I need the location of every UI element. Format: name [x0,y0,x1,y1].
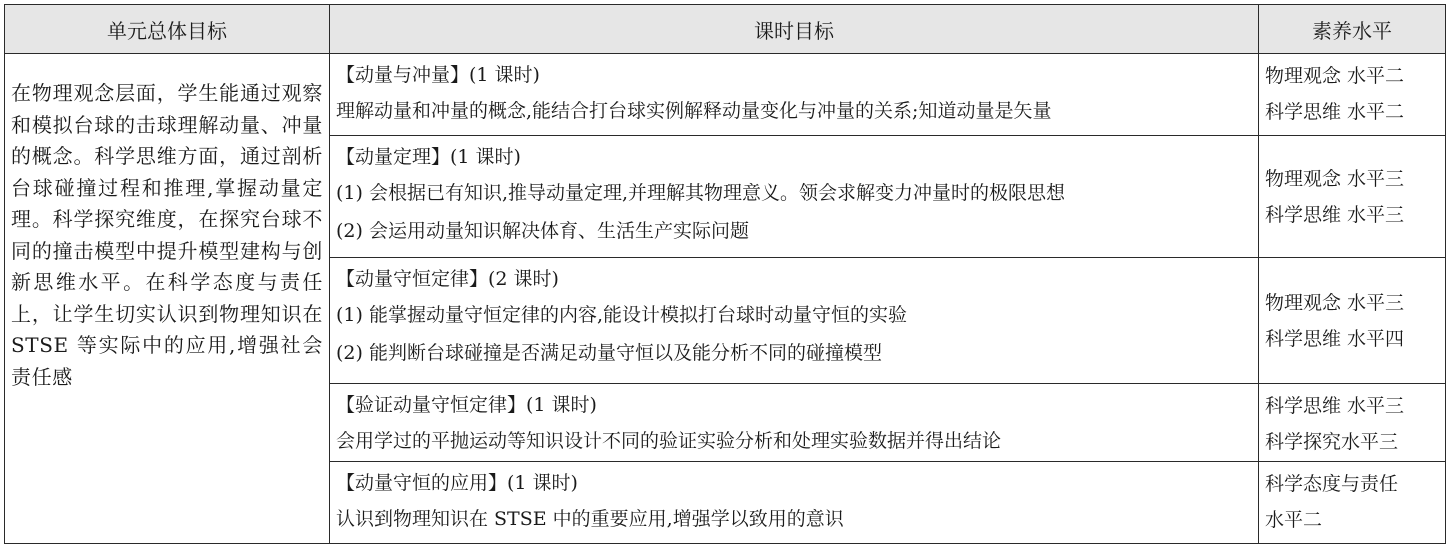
literacy-level: 物理观念 水平三 [1265,291,1405,314]
lesson-line: 会用学过的平抛运动等知识设计不同的验证实验分析和处理实验数据并得出结论 [336,430,1002,452]
header-lesson-goal: 课时目标 [330,5,1259,54]
literacy-level: 科学思维 水平四 [1265,327,1405,350]
literacy-cell [1259,384,1446,462]
objectives-table [4,4,1446,544]
lesson-cell [330,136,1259,258]
literacy-level: 科学思维 水平三 [1265,203,1405,226]
lesson-line: (2) 会运用动量知识解决体育、生活生产实际问题 [336,220,749,242]
literacy-level: 水平二 [1265,509,1323,531]
overall-goal-cell: 在物理观念层面，学生能通过观察和模拟台球的击球理解动量、冲量的概念。科学思维方面，通过剖析台球碰撞过程和推理,掌握动量定理。科学探究维度，在探究台球不同的撞击模型中提升模型建构与创新思维水平。在科学态度与责任上，让学生切实认识到物理知识在STSE 等实际中的应用,增强社会责任感 [5,54,330,544]
literacy-level: 科学探究水平三 [1265,431,1399,453]
lesson-cell [330,54,1259,136]
literacy-level: 科学思维 水平三 [1265,395,1405,417]
lesson-cell [330,384,1259,462]
lesson-title: 【动量定理】(1 课时) [336,146,521,168]
lesson-title: 【动量与冲量】(1 课时) [336,64,540,86]
header-literacy-level: 素养水平 [1259,5,1446,54]
lesson-cell [330,258,1259,384]
lesson-line: (1) 会根据已有知识,推导动量定理,并理解其物理意义。领会求解变力冲量时的极限思想 [336,182,1066,204]
literacy-level: 物理观念 水平三 [1265,167,1405,190]
literacy-cell [1259,462,1446,544]
lesson-line: 理解动量和冲量的概念,能结合打台球实例解释动量变化与冲量的关系;知道动量是矢量 [336,100,1052,122]
lesson-line: (1) 能掌握动量守恒定律的内容,能设计模拟打台球时动量守恒的实验 [336,304,907,326]
header-overall-goal: 单元总体目标 [5,5,330,54]
literacy-level: 科学态度与责任 [1265,473,1399,495]
lesson-row-1 [5,54,1446,136]
lesson-title: 【动量守恒定律】(2 课时) [336,268,559,290]
literacy-cell [1259,258,1446,384]
header-row [5,5,1446,54]
literacy-cell [1259,54,1446,136]
lesson-title: 【验证动量守恒定律】(1 课时) [336,394,597,416]
lesson-line: (2) 能判断台球碰撞是否满足动量守恒以及能分析不同的碰撞模型 [336,342,882,364]
literacy-level: 科学思维 水平二 [1265,101,1405,123]
literacy-cell [1259,136,1446,258]
lesson-title: 【动量守恒的应用】(1 课时) [336,472,578,494]
lesson-cell [330,462,1259,544]
literacy-level: 物理观念 水平二 [1265,65,1405,87]
lesson-line: 认识到物理知识在 STSE 中的重要应用,增强学以致用的意识 [336,508,844,530]
